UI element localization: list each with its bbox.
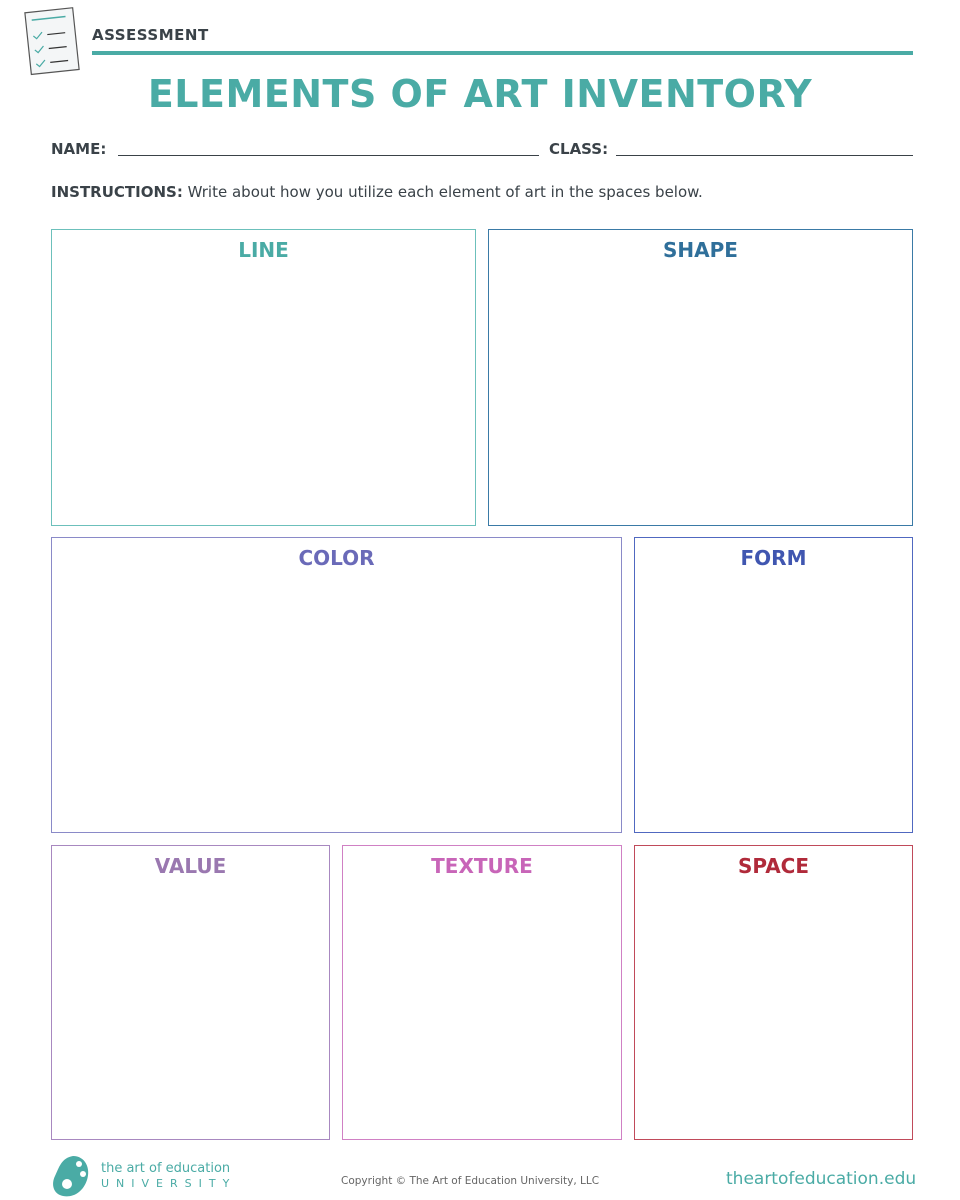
line-box[interactable] (51, 229, 476, 526)
checklist-icon (22, 6, 84, 76)
header-divider (92, 51, 913, 55)
name-field[interactable] (118, 155, 539, 156)
texture-box[interactable] (342, 845, 622, 1140)
instructions (51, 183, 703, 201)
instructions-text: Write about how you utilize each element of art in the spaces below. (182, 183, 703, 201)
class-label: CLASS: (549, 140, 609, 158)
texture-heading: TEXTURE (431, 854, 533, 878)
instructions-label: INSTRUCTIONS: (51, 183, 183, 201)
shape-heading: SHAPE (663, 238, 738, 262)
color-heading: COLOR (298, 546, 375, 570)
name-label: NAME: (51, 140, 107, 158)
brand-name: the art of education (101, 1161, 231, 1176)
palette-logo-icon (51, 1154, 91, 1198)
value-heading: VALUE (154, 854, 227, 878)
value-box[interactable] (51, 845, 330, 1140)
page-title: ELEMENTS OF ART INVENTORY (147, 72, 813, 116)
form-heading: FORM (740, 546, 807, 570)
color-box[interactable] (51, 537, 622, 833)
shape-box[interactable] (488, 229, 913, 526)
copyright: Copyright © The Art of Education University, LLC (341, 1175, 600, 1187)
form-box[interactable] (634, 537, 913, 833)
brand-university: UNIVERSITY (101, 1177, 237, 1190)
website-link[interactable]: theartofeducation.edu (726, 1169, 917, 1189)
line-heading: LINE (238, 238, 289, 262)
class-field[interactable] (616, 155, 913, 156)
space-box[interactable] (634, 845, 913, 1140)
space-heading: SPACE (737, 854, 810, 878)
section-label: ASSESSMENT (92, 26, 209, 44)
